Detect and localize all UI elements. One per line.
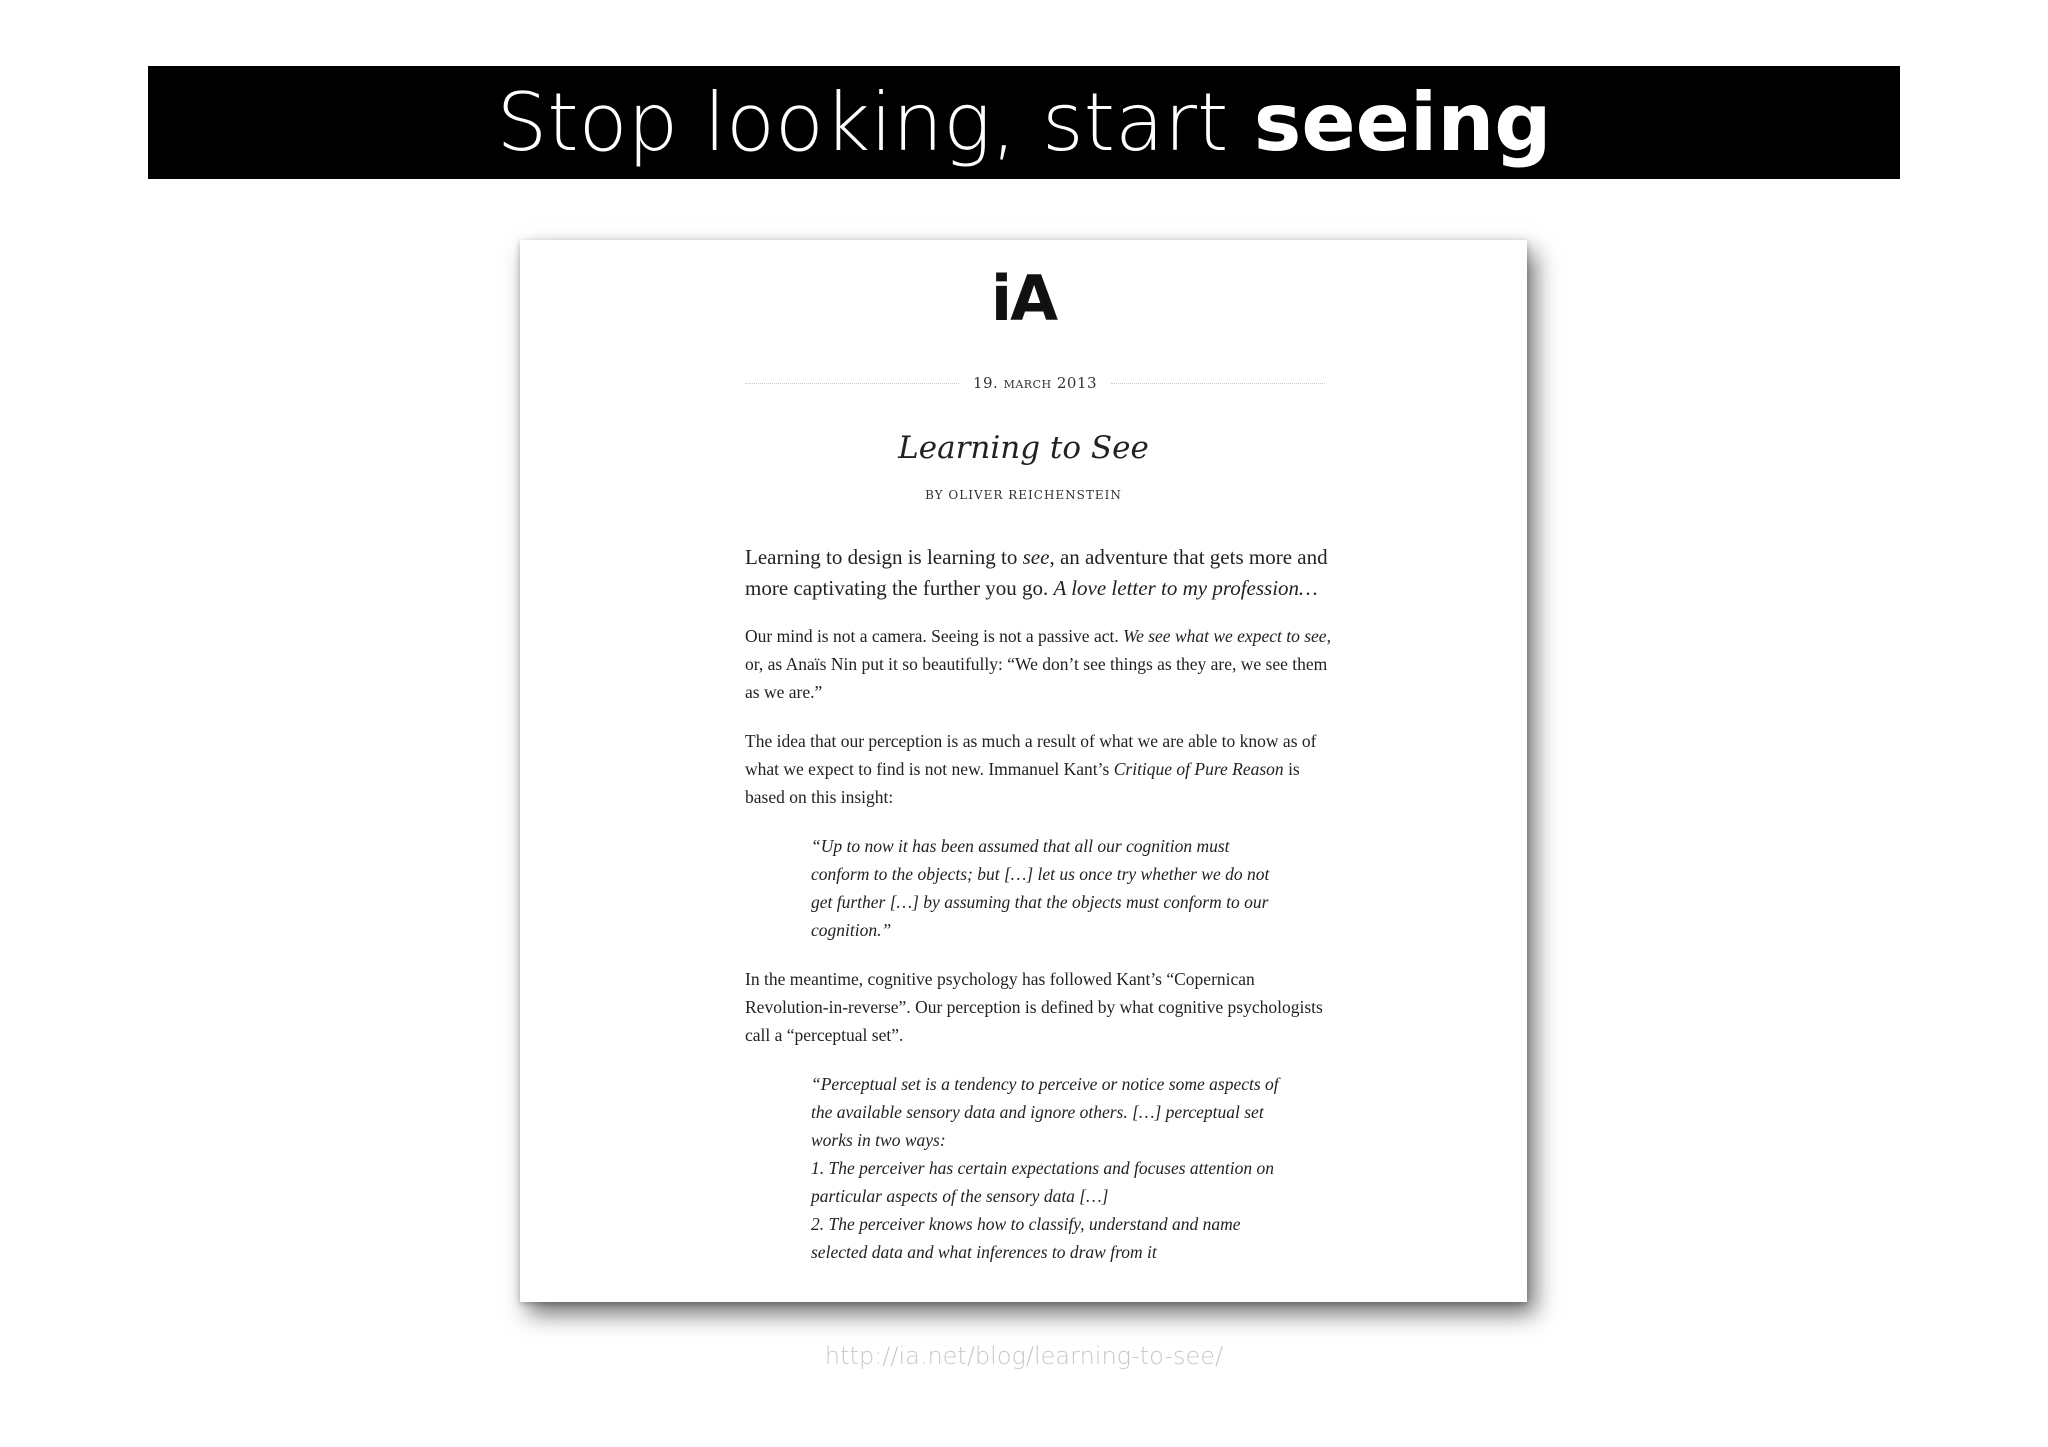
paragraph-text: Our mind is not a camera. Seeing is not a passive act. [745,626,1124,646]
divider-left [745,383,959,384]
article-screenshot [520,240,1527,1302]
ia-logo[interactable]: iA [990,262,1057,335]
lede-emphasis: A love letter to my profession… [1053,576,1318,600]
dateline [745,374,1325,392]
paragraph-emphasis: We see what we expect to see [1123,626,1327,646]
article-body [745,542,1335,1287]
post-date: 19. march 2013 [972,374,1098,392]
slide-title-bold: seeing [1253,75,1552,169]
quote-line: 1. The perceiver has certain expectations and focuses attention on particular aspects of the sensory data […] [811,1158,1274,1206]
paragraph-emphasis: Critique of Pure Reason [1113,759,1284,779]
lede-emphasis: see [1022,545,1050,569]
quote-line: “Perceptual set is a tendency to perceive or notice some aspects of the available sensory data and ignore others. […] perceptual set works in two ways: [811,1074,1279,1150]
paragraph [745,622,1335,706]
lede-text: , an adventure that gets more and more captivating the further you go. [745,545,1328,600]
article-title: Learning to See [898,430,1149,466]
paragraph: In the meantime, cognitive psychology has followed Kant’s “Copernican Revolution-in-reverse”. Our perception is defined by what cognitive psychologists call a “perceptual set”. [745,969,1323,1045]
divider-right [1111,383,1325,384]
slide-title-banner [148,66,1900,179]
blockquote-kant: “Up to now it has been assumed that all our cognition must conform to the objects; but […] let us once try whether we do not get further […] by assuming that the objects must conform to our cognition.” [811,836,1270,940]
paragraph [745,727,1335,811]
lede-paragraph [745,542,1335,604]
slide-title-regular: Stop looking, start [496,75,1254,169]
byline: BY OLIVER REICHENSTEIN [925,488,1122,502]
paragraph-text: is based on this insight: [745,759,1300,807]
paragraph-text: The idea that our perception is as much a result of what we are able to know as of what we expect to find is not new. Immanuel Kant’s [745,731,1317,779]
paragraph-text: , or, as Anaïs Nin put it so beautifully: “We don’t see things as they are, we see them as we are.” [745,626,1331,702]
slide-title [496,75,1552,169]
blockquote-perceptual-set [811,1070,1281,1266]
source-url[interactable]: http://ia.net/blog/learning-to-see/ [824,1342,1224,1370]
lede-text: Learning to design is learning to [745,545,1023,569]
quote-line: 2. The perceiver knows how to classify, understand and name selected data and what inferences to draw from it [811,1214,1241,1262]
